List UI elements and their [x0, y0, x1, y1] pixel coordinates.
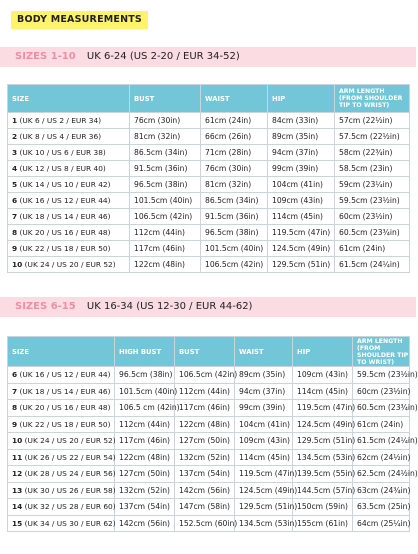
size-cell	[8, 113, 130, 129]
waist-cell: 129.5cm (51in)	[235, 499, 293, 516]
table-header-row	[8, 337, 410, 367]
waist-cell: 106.5cm (42in)	[201, 257, 268, 273]
size-cell	[8, 177, 130, 193]
waist-cell: 101.5cm (40in)	[201, 241, 268, 257]
size-label: (UK 22 / US 18 / EUR 50)	[19, 419, 111, 429]
size-cell	[8, 193, 130, 209]
size-label: (UK 30 / US 26 / EUR 58)	[24, 485, 116, 495]
table-row	[8, 209, 410, 225]
arm-cell: 58cm (22¾in)	[335, 145, 410, 161]
size-number: 8	[12, 228, 18, 237]
size-cell	[8, 400, 115, 417]
hip-cell: 124.5cm (49in)	[268, 241, 335, 257]
size-number: 11	[12, 452, 23, 462]
size-cell	[8, 129, 130, 145]
size-label: (UK 8 / US 4 / EUR 36)	[19, 132, 102, 141]
size-cell	[8, 433, 115, 450]
section-1-size-range: SIZES 1-10	[15, 51, 76, 62]
waist-cell: 86.5cm (34in)	[201, 193, 268, 209]
bust-cell: 122cm (48in)	[175, 416, 235, 433]
size-label: (UK 10 / US 6 / EUR 38)	[19, 148, 106, 157]
size-label: (UK 16 / US 12 / EUR 44)	[19, 196, 111, 205]
bust-cell: 117cm (46in)	[130, 241, 201, 257]
bust-cell: 106.5cm (42in)	[130, 209, 201, 225]
high-bust-cell: 122cm (48in)	[115, 449, 175, 466]
waist-cell: 124.5cm (49in)	[235, 482, 293, 499]
measurements-table-sizes-6-15	[7, 336, 418, 532]
hip-cell: 84cm (33in)	[268, 113, 335, 129]
page-title: BODY MEASUREMENTS	[11, 11, 148, 29]
table-row	[8, 161, 410, 177]
header-arm-length: ARM LENGTH (FROM SHOULDER TIP TO WRIST)	[353, 337, 410, 367]
hip-cell: 109cm (43in)	[293, 367, 353, 384]
hip-cell: 119.5cm (47in)	[268, 225, 335, 241]
arm-cell: 61.5cm (24¼in)	[353, 433, 410, 450]
high-bust-cell: 142cm (56in)	[115, 515, 175, 532]
size-number: 6	[12, 370, 18, 380]
high-bust-cell: 127cm (50in)	[115, 466, 175, 483]
hip-cell: 144.5cm (57in)	[293, 482, 353, 499]
size-cell	[8, 257, 130, 273]
size-cell	[8, 466, 115, 483]
table-row	[8, 499, 410, 516]
bust-cell: 142cm (56in)	[175, 482, 235, 499]
size-label: (UK 20 / US 16 / EUR 48)	[19, 228, 111, 237]
high-bust-cell: 137cm (54in)	[115, 499, 175, 516]
size-number: 9	[12, 419, 18, 429]
size-label: (UK 34 / US 30 / EUR 62)	[24, 518, 116, 528]
bust-cell: 91.5cm (36in)	[130, 161, 201, 177]
table-row	[8, 515, 410, 532]
waist-cell: 96.5cm (38in)	[201, 225, 268, 241]
arm-cell: 61cm (24in)	[353, 416, 410, 433]
size-label: (UK 12 / US 8 / EUR 40)	[19, 164, 106, 173]
high-bust-cell: 117cm (46in)	[115, 433, 175, 450]
arm-cell: 61cm (24in)	[335, 241, 410, 257]
size-label: (UK 32 / US 28 / EUR 60)	[24, 502, 116, 512]
table-row	[8, 433, 410, 450]
waist-cell: 81cm (32in)	[201, 177, 268, 193]
waist-cell: 91.5cm (36in)	[201, 209, 268, 225]
table-row	[8, 129, 410, 145]
size-label: (UK 24 / US 20 / EUR 52)	[24, 436, 116, 446]
size-number: 15	[12, 518, 23, 528]
waist-cell: 61cm (24in)	[201, 113, 268, 129]
size-cell	[8, 416, 115, 433]
bust-cell: 122cm (48in)	[130, 257, 201, 273]
size-label: (UK 18 / US 14 / EUR 46)	[19, 212, 111, 221]
waist-cell: 134.5cm (53in)	[235, 515, 293, 532]
arm-cell: 62cm (24½in)	[353, 449, 410, 466]
arm-cell: 60.5cm (23¾in)	[335, 225, 410, 241]
hip-cell: 114cm (45in)	[268, 209, 335, 225]
size-cell	[8, 449, 115, 466]
section-2-uk-range: UK 16-34 (US 12-30 / EUR 44-62)	[86, 301, 253, 312]
arm-cell: 59.5cm (23½in)	[353, 367, 410, 384]
waist-cell: 99cm (39in)	[235, 400, 293, 417]
arm-cell: 57.5cm (22½in)	[335, 129, 410, 145]
size-number: 7	[12, 386, 18, 396]
table-row	[8, 177, 410, 193]
table-row	[8, 145, 410, 161]
bust-cell: 96.5cm (38in)	[130, 177, 201, 193]
hip-cell: 109cm (43in)	[268, 193, 335, 209]
waist-cell: 89cm (35in)	[235, 367, 293, 384]
size-cell	[8, 241, 130, 257]
size-label: (UK 24 / US 20 / EUR 52)	[24, 260, 116, 269]
size-number: 9	[12, 244, 18, 253]
section-2-heading	[15, 297, 252, 317]
bust-cell: 112cm (44in)	[175, 383, 235, 400]
table-row	[8, 416, 410, 433]
size-number: 12	[12, 469, 23, 479]
table-row	[8, 225, 410, 241]
section-2-banner	[0, 297, 416, 317]
arm-cell: 63.5cm (25in)	[353, 499, 410, 516]
size-number: 6	[12, 196, 18, 205]
hip-cell: 129.5cm (51in)	[293, 433, 353, 450]
header-high-bust: HIGH BUST	[115, 337, 175, 367]
section-2-size-range: SIZES 6-15	[15, 301, 76, 312]
hip-cell: 114cm (45in)	[293, 383, 353, 400]
size-label: (UK 16 / US 12 / EUR 44)	[19, 370, 111, 380]
size-label: (UK 22 / US 18 / EUR 50)	[19, 244, 111, 253]
size-label: (UK 26 / US 22 / EUR 54)	[24, 452, 116, 462]
arm-cell: 61.5cm (24¼in)	[335, 257, 410, 273]
header-waist: WAIST	[201, 85, 268, 113]
waist-cell: 109cm (43in)	[235, 433, 293, 450]
section-1-uk-range: UK 6-24 (US 2-20 / EUR 34-52)	[86, 51, 240, 62]
hip-cell: 94cm (37in)	[268, 145, 335, 161]
size-number: 7	[12, 212, 18, 221]
hip-cell: 99cm (39in)	[268, 161, 335, 177]
high-bust-cell: 112cm (44in)	[115, 416, 175, 433]
arm-cell: 62.5cm (24½in)	[353, 466, 410, 483]
section-1-heading	[15, 47, 240, 67]
bust-cell: 101.5cm (40in)	[130, 193, 201, 209]
size-label: (UK 18 / US 14 / EUR 46)	[19, 386, 111, 396]
size-label: (UK 20 / US 16 / EUR 48)	[19, 403, 111, 413]
hip-cell: 124.5cm (49in)	[293, 416, 353, 433]
size-number: 13	[12, 485, 23, 495]
size-number: 10	[12, 260, 23, 269]
arm-cell: 60.5cm (23¾in)	[353, 400, 410, 417]
hip-cell: 150cm (59in)	[293, 499, 353, 516]
table-row	[8, 383, 410, 400]
header-hip: HIP	[293, 337, 353, 367]
size-number: 8	[12, 403, 18, 413]
high-bust-cell: 106.5 cm (42in)	[115, 400, 175, 417]
bust-cell: 132cm (52in)	[175, 449, 235, 466]
table-row	[8, 241, 410, 257]
bust-cell: 81cm (32in)	[130, 129, 201, 145]
hip-cell: 104cm (41in)	[268, 177, 335, 193]
size-label: (UK 14 / US 10 / EUR 42)	[19, 180, 111, 189]
bust-cell: 147cm (58in)	[175, 499, 235, 516]
header-bust: BUST	[175, 337, 235, 367]
high-bust-cell: 132cm (52in)	[115, 482, 175, 499]
header-size: SIZE	[8, 85, 130, 113]
table-row	[8, 482, 410, 499]
arm-cell: 60cm (23½in)	[353, 383, 410, 400]
size-cell	[8, 515, 115, 532]
size-number: 1	[12, 116, 18, 125]
arm-cell: 59.5cm (23½in)	[335, 193, 410, 209]
header-size: SIZE	[8, 337, 115, 367]
size-number: 4	[12, 164, 18, 173]
waist-cell: 119.5cm (47in)	[235, 466, 293, 483]
size-number: 2	[12, 132, 18, 141]
bust-cell: 152.5cm (60in)	[175, 515, 235, 532]
section-1-banner	[0, 47, 416, 67]
size-number: 5	[12, 180, 18, 189]
size-label: (UK 6 / US 2 / EUR 34)	[19, 116, 102, 125]
bust-cell: 106.5cm (42in)	[175, 367, 235, 384]
header-bust: BUST	[130, 85, 201, 113]
waist-cell: 66cm (26in)	[201, 129, 268, 145]
bust-cell: 117cm (46in)	[175, 400, 235, 417]
table-row	[8, 466, 410, 483]
table-row	[8, 449, 410, 466]
waist-cell: 94cm (37in)	[235, 383, 293, 400]
high-bust-cell: 96.5cm (38in)	[115, 367, 175, 384]
bust-cell: 127cm (50in)	[175, 433, 235, 450]
table-row	[8, 113, 410, 129]
size-number: 3	[12, 148, 18, 157]
size-cell	[8, 145, 130, 161]
size-cell	[8, 209, 130, 225]
bust-cell: 86.5cm (34in)	[130, 145, 201, 161]
header-waist: WAIST	[235, 337, 293, 367]
size-cell	[8, 383, 115, 400]
size-cell	[8, 225, 130, 241]
hip-cell: 155cm (61in)	[293, 515, 353, 532]
arm-cell: 57cm (22½in)	[335, 113, 410, 129]
hip-cell: 129.5cm (51in)	[268, 257, 335, 273]
size-cell	[8, 499, 115, 516]
bust-cell: 137cm (54in)	[175, 466, 235, 483]
size-number: 10	[12, 436, 23, 446]
bust-cell: 76cm (30in)	[130, 113, 201, 129]
waist-cell: 71cm (28in)	[201, 145, 268, 161]
table-row	[8, 193, 410, 209]
size-cell	[8, 161, 130, 177]
arm-cell: 64cm (25¼in)	[353, 515, 410, 532]
measurements-table-sizes-1-10	[7, 84, 410, 273]
table-row	[8, 367, 410, 384]
high-bust-cell: 101.5cm (40in)	[115, 383, 175, 400]
size-cell	[8, 482, 115, 499]
arm-cell: 58.5cm (23in)	[335, 161, 410, 177]
table-row	[8, 257, 410, 273]
size-cell	[8, 367, 115, 384]
waist-cell: 104cm (41in)	[235, 416, 293, 433]
table-header-row	[8, 85, 410, 113]
size-number: 14	[12, 502, 23, 512]
header-arm-length: ARM LENGTH (FROM SHOULDER TIP TO WRIST)	[335, 85, 410, 113]
header-hip: HIP	[268, 85, 335, 113]
hip-cell: 119.5cm (47in)	[293, 400, 353, 417]
bust-cell: 112cm (44in)	[130, 225, 201, 241]
hip-cell: 139.5cm (55in)	[293, 466, 353, 483]
hip-cell: 89cm (35in)	[268, 129, 335, 145]
waist-cell: 114cm (45in)	[235, 449, 293, 466]
table-row	[8, 400, 410, 417]
arm-cell: 59cm (23¼in)	[335, 177, 410, 193]
waist-cell: 76cm (30in)	[201, 161, 268, 177]
hip-cell: 134.5cm (53in)	[293, 449, 353, 466]
arm-cell: 60cm (23½in)	[335, 209, 410, 225]
size-label: (UK 28 / US 24 / EUR 56)	[24, 469, 116, 479]
arm-cell: 63cm (24¾in)	[353, 482, 410, 499]
